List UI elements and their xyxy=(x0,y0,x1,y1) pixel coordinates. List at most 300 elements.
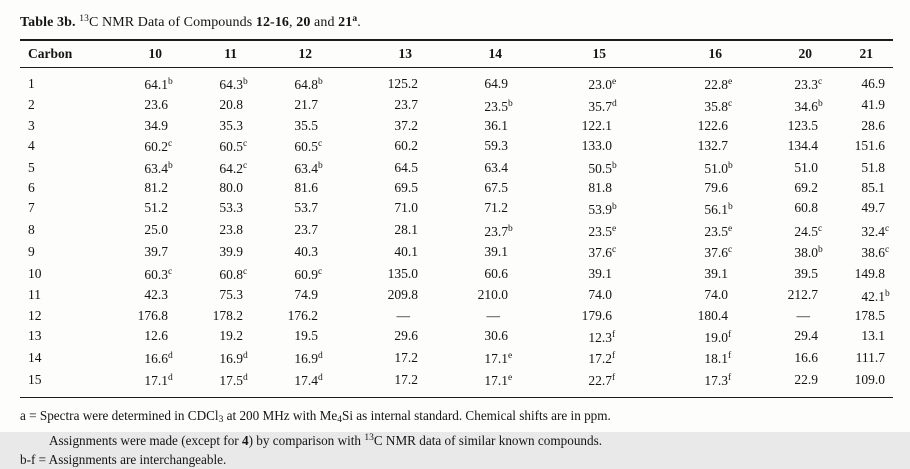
shift-value: 60.5 xyxy=(219,139,243,155)
shift-value-cell: 56.1b xyxy=(704,201,733,217)
shift-value: 16.6 xyxy=(144,351,168,367)
shift-value: 36.1 xyxy=(484,117,508,133)
shift-value: 42.3 xyxy=(144,287,168,303)
shift-value: 17.1 xyxy=(484,351,508,367)
shift-value-cell xyxy=(522,285,626,307)
shift-value-cell: 17.1e xyxy=(484,373,513,389)
shift-value: 53.7 xyxy=(294,200,318,216)
table-row xyxy=(20,179,893,198)
table-title-label: Table 3b. xyxy=(20,15,76,30)
shift-value: 178.5 xyxy=(854,307,885,323)
shift-value: 39.9 xyxy=(219,243,243,259)
shift-value-cell xyxy=(332,198,432,220)
shift-value-cell: 23.5e xyxy=(704,223,733,239)
shift-value: 23.5 xyxy=(704,223,728,239)
shift-value-cell xyxy=(105,285,182,307)
shift-value-cell xyxy=(742,198,832,220)
shift-value-cell xyxy=(257,307,332,326)
shift-value: 60.2 xyxy=(394,137,418,153)
shift-value: 39.7 xyxy=(144,243,168,259)
shift-value: 19.0 xyxy=(704,329,728,345)
shift-value: 18.1 xyxy=(704,351,728,367)
shift-value: 28.1 xyxy=(394,222,418,238)
shift-value: 60.5 xyxy=(294,139,318,155)
table-footnotes xyxy=(20,407,895,469)
shift-value: 22.8 xyxy=(704,77,728,92)
shift-value-cell xyxy=(742,347,832,369)
shift-value: 34.9 xyxy=(144,117,168,133)
carbon-number: 13 xyxy=(28,328,42,344)
shift-value: 17.5 xyxy=(219,373,243,389)
shift-value: 74.0 xyxy=(704,287,728,303)
shift-value-cell xyxy=(432,157,522,179)
table-row xyxy=(20,307,893,326)
shift-value: 60.6 xyxy=(484,265,508,281)
shift-value: 29.6 xyxy=(394,328,418,344)
shift-value-cell xyxy=(832,135,893,157)
footnote-a xyxy=(20,407,895,430)
shift-value-cell xyxy=(182,241,257,263)
shift-value-cell: 64.8b xyxy=(294,77,323,92)
shift-value-cell xyxy=(257,285,332,307)
shift-value: 42.1 xyxy=(861,288,885,304)
shift-value-cell: 17.1d xyxy=(144,373,173,389)
shift-value: 23.8 xyxy=(219,222,243,238)
shift-value-cell xyxy=(257,117,332,136)
shift-value-cell xyxy=(432,326,522,348)
carbon-number: 1 xyxy=(28,75,35,91)
shift-value: 75.3 xyxy=(219,287,243,303)
isotope-superscript-footnote: 13 xyxy=(364,433,374,444)
shift-value-cell: 12.3f xyxy=(588,329,616,345)
shift-value-cell: 50.5b xyxy=(588,161,617,177)
shift-value-cell xyxy=(182,95,257,117)
shift-value: 40.3 xyxy=(294,243,318,259)
shift-value-cell: 17.5d xyxy=(219,373,248,389)
column-header-16: 16 xyxy=(708,46,722,61)
column-header-11: 11 xyxy=(224,46,237,61)
shift-value-cell xyxy=(522,117,626,136)
footnote-a-continued xyxy=(20,429,895,451)
shift-value-cell xyxy=(432,285,522,307)
shift-value: 35.7 xyxy=(588,98,612,114)
shift-value-cell xyxy=(742,369,832,397)
shift-value-cell: 16.9d xyxy=(294,351,323,367)
table-row xyxy=(20,68,893,95)
shift-value-cell xyxy=(832,326,893,348)
shift-value-cell xyxy=(182,285,257,307)
shift-value: 53.9 xyxy=(588,201,612,217)
shift-value: 64.8 xyxy=(294,77,318,92)
shift-value: 64.5 xyxy=(394,159,418,175)
shift-value-cell xyxy=(257,220,332,242)
shift-value-cell: 60.9c xyxy=(294,267,323,283)
shift-value: 13.1 xyxy=(861,328,885,344)
shift-value: 60.9 xyxy=(294,267,318,283)
shift-value: 22.7 xyxy=(588,373,612,389)
compound-4: 4 xyxy=(241,433,249,449)
shift-value: 180.4 xyxy=(697,307,728,323)
shift-value-cell xyxy=(332,241,432,263)
shift-value-cell: 17.1e xyxy=(484,351,513,367)
shift-value-cell xyxy=(832,95,893,117)
shift-value-cell xyxy=(332,157,432,179)
shift-value-cell xyxy=(432,135,522,157)
shift-value: 16.9 xyxy=(294,351,318,367)
shift-value: 135.0 xyxy=(387,265,418,281)
shift-value: 81.2 xyxy=(144,179,168,195)
shift-value-cell xyxy=(626,179,742,198)
shift-value: 39.1 xyxy=(588,265,612,281)
column-header-20: 20 xyxy=(798,46,812,61)
carbon-number: 15 xyxy=(28,371,42,387)
shift-value-cell: 24.5c xyxy=(794,223,823,239)
shift-value: 53.3 xyxy=(219,200,243,216)
table-row xyxy=(20,347,893,369)
shift-value-cell: 38.6c xyxy=(861,245,890,261)
shift-value: 63.4 xyxy=(144,161,168,177)
shift-value-cell: 37.6c xyxy=(588,245,617,261)
title-comma: , xyxy=(289,15,297,30)
shift-value: 60.8 xyxy=(219,267,243,283)
shift-value: 109.0 xyxy=(854,371,885,387)
shift-value: 23.3 xyxy=(794,77,818,92)
table-row xyxy=(20,241,893,263)
table-row xyxy=(20,285,893,307)
shift-value: 23.7 xyxy=(394,97,418,113)
shift-value-cell xyxy=(832,263,893,285)
shift-value-cell xyxy=(432,307,522,326)
shift-value-cell xyxy=(626,307,742,326)
shift-value: 69.5 xyxy=(394,179,418,195)
shift-value: 30.6 xyxy=(484,328,508,344)
shift-value-cell xyxy=(742,157,832,179)
table-row xyxy=(20,117,893,136)
footnote-a2-text3: C NMR data of similar known compounds. xyxy=(373,433,603,449)
shift-value-cell xyxy=(257,241,332,263)
shift-value: 25.0 xyxy=(144,222,168,238)
shift-value: 16.6 xyxy=(794,349,818,365)
shift-value: 64.3 xyxy=(219,77,243,92)
title-period: . xyxy=(357,15,361,30)
shift-value-cell: 63.4b xyxy=(144,161,173,177)
shift-value: 71.0 xyxy=(394,200,418,216)
shift-value-cell xyxy=(182,326,257,348)
table-row xyxy=(20,220,893,242)
shift-value: 64.9 xyxy=(484,75,508,91)
carbon-number: 6 xyxy=(28,179,35,195)
shift-value: 64.1 xyxy=(144,77,168,92)
shift-value: 23.6 xyxy=(144,97,168,113)
shift-value: — xyxy=(796,307,810,323)
shift-value: 125.2 xyxy=(387,75,418,91)
shift-value: 60.2 xyxy=(144,139,168,155)
shift-value-cell xyxy=(432,198,522,220)
shift-value: 23.7 xyxy=(294,222,318,238)
shift-value: 79.6 xyxy=(704,179,728,195)
column-header-12: 12 xyxy=(298,46,312,61)
shift-value: 134.4 xyxy=(787,137,818,153)
table-row xyxy=(20,95,893,117)
shift-value-cell xyxy=(332,326,432,348)
shift-value: 23.0 xyxy=(588,77,612,92)
shift-value: 132.7 xyxy=(697,137,728,153)
me4si-subscript: 4 xyxy=(337,414,343,425)
shift-value: 179.6 xyxy=(581,307,612,323)
shift-value-cell xyxy=(105,241,182,263)
shift-value: 37.6 xyxy=(704,245,728,261)
shift-value-cell xyxy=(832,307,893,326)
shift-value: 39.1 xyxy=(704,265,728,281)
shift-value-cell: 42.1b xyxy=(861,288,890,304)
shift-value-cell xyxy=(742,326,832,348)
shift-value-cell: 22.7f xyxy=(588,373,616,389)
shift-value: 21.7 xyxy=(294,97,318,113)
nmr-table-body xyxy=(20,68,893,398)
carbon-number: 7 xyxy=(28,200,35,216)
shift-value-cell: 17.4d xyxy=(294,373,323,389)
carbon-number: 12 xyxy=(28,307,42,323)
shift-value: 23.7 xyxy=(484,223,508,239)
shift-value: 122.6 xyxy=(697,117,728,133)
shift-value: 39.1 xyxy=(484,243,508,259)
shift-value: 149.8 xyxy=(854,265,885,281)
table-row xyxy=(20,198,893,220)
carbon-number: 3 xyxy=(28,117,35,133)
shift-value-cell xyxy=(257,326,332,348)
shift-value-cell xyxy=(332,369,432,397)
shift-value-cell: 37.6c xyxy=(704,245,733,261)
shift-value-cell xyxy=(182,198,257,220)
shift-value: 37.6 xyxy=(588,245,612,261)
shift-value: 17.3 xyxy=(704,373,728,389)
shift-value: 12.6 xyxy=(144,328,168,344)
shift-value: 37.2 xyxy=(394,117,418,133)
shift-value: 210.0 xyxy=(477,287,508,303)
shift-value: 80.0 xyxy=(219,179,243,195)
shift-value-cell xyxy=(105,198,182,220)
carbon-number: 5 xyxy=(28,159,35,175)
shift-value-cell: 60.3c xyxy=(144,267,173,283)
shift-value-cell: 23.3c xyxy=(794,77,823,92)
shift-value-cell xyxy=(182,307,257,326)
footnote-a-text3: Si as internal standard. Chemical shifts are in ppm. xyxy=(342,407,611,423)
shift-value-cell xyxy=(522,263,626,285)
carbon-number: 10 xyxy=(28,265,42,281)
shift-value-cell xyxy=(522,307,626,326)
shift-value: 39.5 xyxy=(794,265,818,281)
shift-value-cell xyxy=(626,263,742,285)
shift-value: 20.8 xyxy=(219,97,243,113)
shift-value: 81.6 xyxy=(294,179,318,195)
footnote-bf: b-f = Assignments are interchangeable. xyxy=(20,451,227,467)
shift-value-cell xyxy=(742,117,832,136)
shift-value: 23.5 xyxy=(588,223,612,239)
shift-value: 50.5 xyxy=(588,161,612,177)
shift-value-cell xyxy=(832,347,893,369)
shift-value-cell xyxy=(105,117,182,136)
shift-value-cell: 63.4b xyxy=(294,161,323,177)
shift-value-cell xyxy=(832,369,893,397)
shift-value: 12.3 xyxy=(588,329,612,345)
compound-range: 12-16 xyxy=(255,15,290,30)
shift-value-cell xyxy=(257,198,332,220)
footnote-a-text2: at 200 MHz with Me xyxy=(223,407,338,423)
shift-value: 17.4 xyxy=(294,373,318,389)
carbon-number: 2 xyxy=(28,97,35,113)
shift-value: 74.0 xyxy=(588,287,612,303)
shift-value-cell xyxy=(832,157,893,179)
column-header-14: 14 xyxy=(488,46,502,61)
shift-value-cell xyxy=(742,263,832,285)
carbon-number: 9 xyxy=(28,243,35,259)
title-footnote-marker: a xyxy=(352,14,358,24)
shift-value: 133.0 xyxy=(581,137,612,153)
shift-value-cell xyxy=(105,179,182,198)
shift-value: 46.9 xyxy=(861,75,885,91)
shift-value-cell xyxy=(332,347,432,369)
shift-value-cell xyxy=(105,307,182,326)
shift-value-cell: 23.0e xyxy=(588,77,617,92)
shift-value: 35.5 xyxy=(294,117,318,133)
cdcl3-subscript: 3 xyxy=(218,414,224,425)
shift-value-cell: 32.4c xyxy=(861,223,890,239)
shift-value-cell: 19.0f xyxy=(704,329,732,345)
shift-value: 23.5 xyxy=(484,98,508,114)
shift-value: 29.4 xyxy=(794,328,818,344)
shift-value-cell: 35.7d xyxy=(588,98,617,114)
shift-value: 51.0 xyxy=(704,161,728,177)
column-header-10: 10 xyxy=(148,46,162,61)
shift-value-cell xyxy=(257,95,332,117)
column-header-21: 21 xyxy=(859,46,873,61)
shift-value: 17.1 xyxy=(144,373,168,389)
shift-value-cell xyxy=(432,263,522,285)
shift-value-cell xyxy=(182,220,257,242)
column-header-carbon: Carbon xyxy=(28,46,73,61)
shift-value: 19.5 xyxy=(294,328,318,344)
shift-value: 60.3 xyxy=(144,267,168,283)
shift-value: 151.6 xyxy=(854,137,885,153)
shift-value: — xyxy=(396,307,410,323)
shift-value: 178.2 xyxy=(212,307,243,323)
shift-value-cell: 17.2f xyxy=(588,351,616,367)
title-text: C NMR Data of Compounds xyxy=(88,15,256,30)
shift-value-cell: 53.9b xyxy=(588,201,617,217)
shift-value-cell xyxy=(626,135,742,157)
shift-value-cell: 23.5e xyxy=(588,223,617,239)
shift-value: 60.8 xyxy=(794,200,818,216)
shift-value-cell xyxy=(742,135,832,157)
shift-value-cell: 64.1b xyxy=(144,77,173,92)
table-row xyxy=(20,263,893,285)
shift-value: 17.2 xyxy=(588,351,612,367)
footnote-a2-text: Assignments were made (except for xyxy=(49,433,242,449)
shift-value-cell: 23.7b xyxy=(484,223,513,239)
carbon-number: 4 xyxy=(28,137,35,153)
shift-value-cell xyxy=(105,326,182,348)
shift-value: 34.6 xyxy=(794,98,818,114)
shift-value-cell: 16.6d xyxy=(144,351,173,367)
shift-value-cell xyxy=(332,179,432,198)
shift-value-cell: 64.2c xyxy=(219,161,248,177)
table-row xyxy=(20,326,893,348)
shift-value-cell: 51.0b xyxy=(704,161,733,177)
shift-value: 22.9 xyxy=(794,371,818,387)
shift-value: 41.9 xyxy=(861,97,885,113)
header-row xyxy=(20,40,893,68)
shift-value: — xyxy=(486,307,500,323)
isotope-superscript: 13 xyxy=(79,14,89,24)
shift-value-cell xyxy=(522,179,626,198)
shift-value-cell xyxy=(332,95,432,117)
shift-value-cell xyxy=(522,135,626,157)
shift-value: 35.3 xyxy=(219,117,243,133)
shift-value: 81.8 xyxy=(588,179,612,195)
carbon-number: 11 xyxy=(28,287,41,303)
shift-value: 51.2 xyxy=(144,200,168,216)
shift-value-cell: 60.8c xyxy=(219,267,248,283)
shift-value-cell xyxy=(432,241,522,263)
shift-value-cell xyxy=(105,95,182,117)
shift-value: 122.1 xyxy=(581,117,612,133)
carbon-number: 8 xyxy=(28,222,35,238)
shift-value-cell: 17.3f xyxy=(704,373,732,389)
shift-value-cell: 16.9d xyxy=(219,351,248,367)
shift-value-cell xyxy=(332,263,432,285)
shift-value-cell: 23.5b xyxy=(484,98,513,114)
shift-value-cell: 35.8c xyxy=(704,98,733,114)
shift-value-cell xyxy=(332,68,432,95)
shift-value: 176.2 xyxy=(287,307,318,323)
shift-value-cell xyxy=(832,179,893,198)
shift-value: 38.6 xyxy=(861,245,885,261)
shift-value-cell xyxy=(432,179,522,198)
shift-value: 64.2 xyxy=(219,161,243,177)
shift-value-cell: 22.8e xyxy=(704,77,733,92)
shift-value: 35.8 xyxy=(704,98,728,114)
shift-value-cell xyxy=(432,68,522,95)
shift-value: 71.2 xyxy=(484,200,508,216)
table-row xyxy=(20,369,893,397)
shift-value: 123.5 xyxy=(787,117,818,133)
shift-value: 40.1 xyxy=(394,243,418,259)
shift-value-cell xyxy=(332,307,432,326)
shift-value-cell xyxy=(742,179,832,198)
shift-value-cell: 64.3b xyxy=(219,77,248,92)
table-row xyxy=(20,157,893,179)
shift-value: 69.2 xyxy=(794,179,818,195)
shift-value: 212.7 xyxy=(787,287,818,303)
table-row xyxy=(20,135,893,157)
shift-value: 32.4 xyxy=(861,223,885,239)
shift-value-cell xyxy=(742,285,832,307)
shift-value-cell: 34.6b xyxy=(794,98,823,114)
shift-value: 16.9 xyxy=(219,351,243,367)
shift-value-cell: 60.2c xyxy=(144,139,173,155)
shift-value-cell: 38.0b xyxy=(794,245,823,261)
shift-value: 38.0 xyxy=(794,245,818,261)
compound-21: 21 xyxy=(338,15,353,30)
shift-value-cell xyxy=(832,117,893,136)
shift-value-cell xyxy=(626,117,742,136)
shift-value: 17.2 xyxy=(394,371,418,387)
shift-value: 51.0 xyxy=(794,159,818,175)
shift-value-cell xyxy=(332,135,432,157)
shift-value: 49.7 xyxy=(861,200,885,216)
shift-value-cell xyxy=(105,220,182,242)
shift-value-cell: 18.1f xyxy=(704,351,732,367)
